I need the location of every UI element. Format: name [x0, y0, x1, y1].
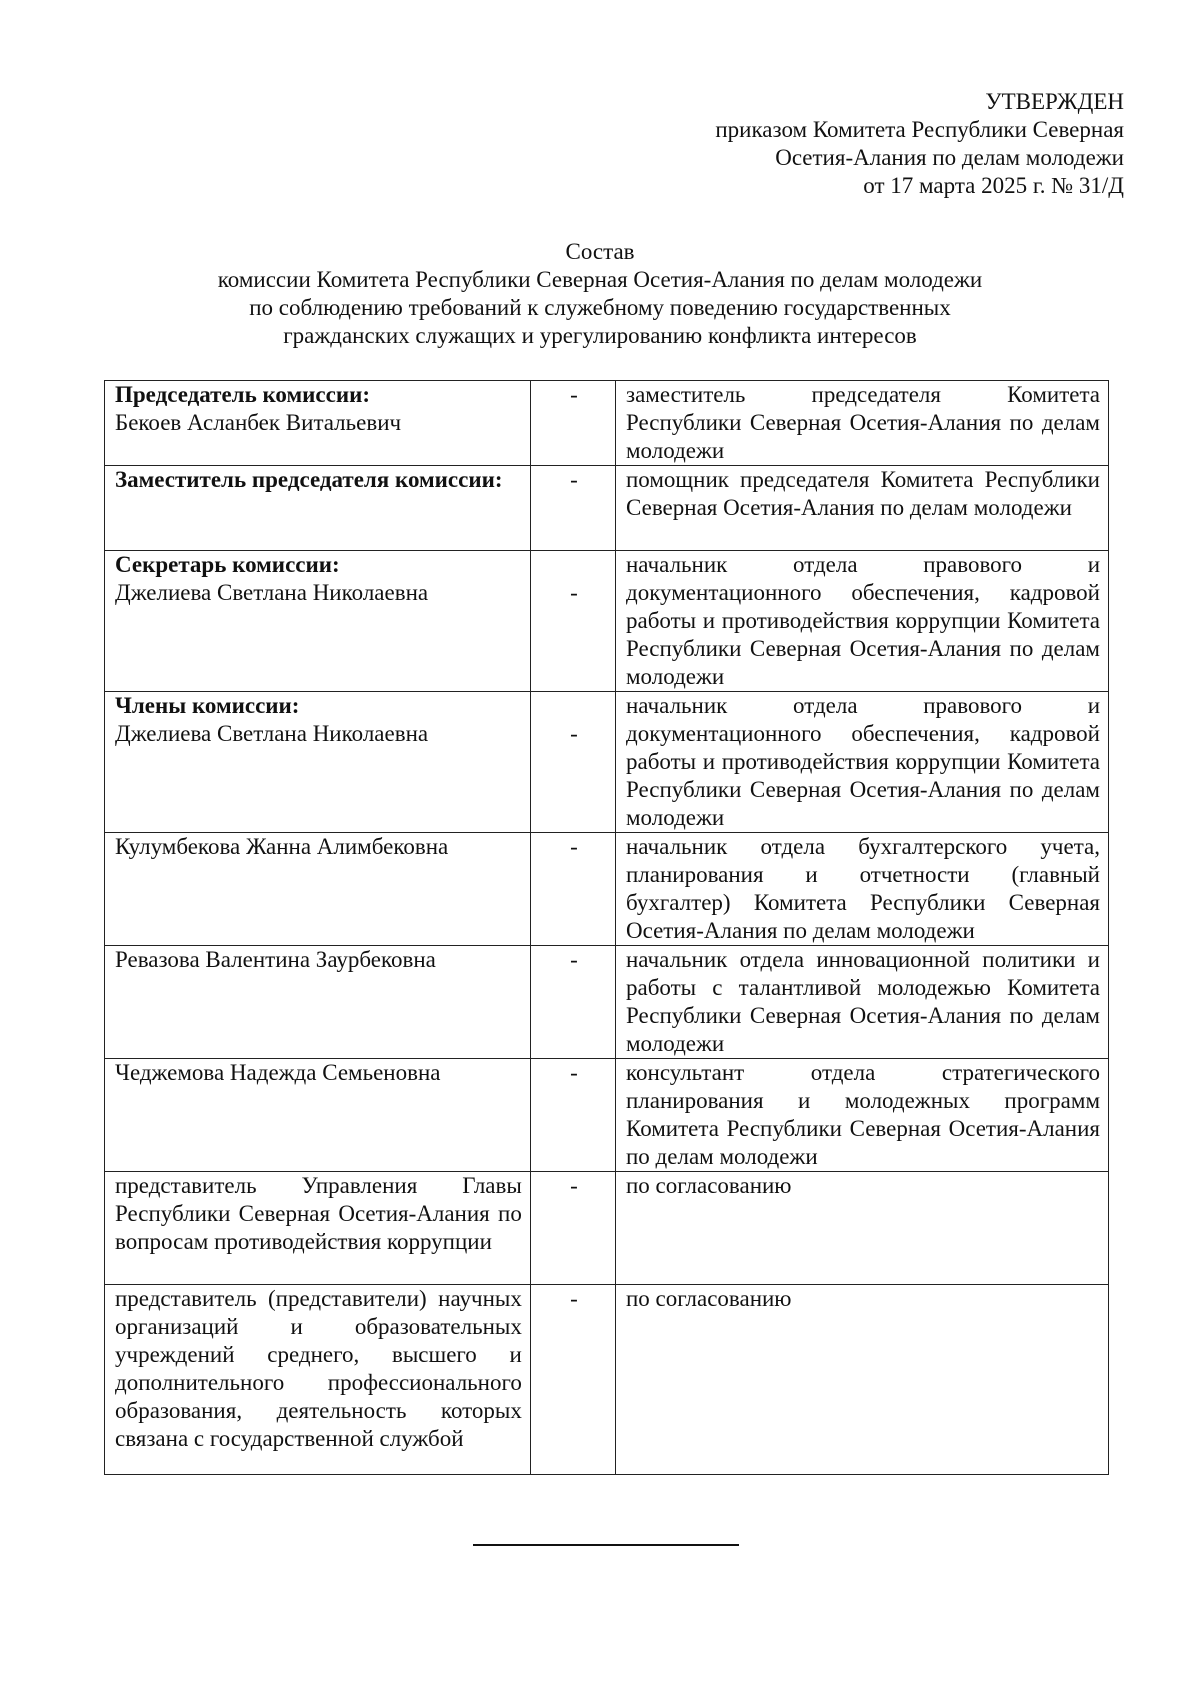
- approval-status: УТВЕРЖДЕН: [985, 89, 1124, 114]
- dash-cell: -: [530, 833, 615, 946]
- approval-order-line-2: Осетия-Алания по делам молодежи: [775, 145, 1124, 170]
- position-cell: по согласованию: [616, 1285, 1109, 1475]
- position-cell: помощник председателя Комитета Республики Северная Осетия-Алания по делам молодежи: [616, 466, 1109, 551]
- member-cell: [105, 833, 531, 946]
- role-label: Председатель комиссии:: [115, 382, 370, 407]
- table-row: [105, 946, 1109, 1059]
- member-name: представитель (представители) научных организаций и образовательных учреждений среднего, высшего и дополнительного профессионального образования, деятельность которых связана с государственной службой: [115, 1286, 522, 1451]
- member-name: Кулумбекова Жанна Алимбековна: [115, 834, 449, 859]
- member-name: Джелиева Светлана Николаевна: [115, 721, 429, 746]
- title-line-1: комиссии Комитета Республики Северная Осетия-Алания по делам молодежи: [217, 267, 983, 292]
- position-cell: заместитель председателя Комитета Республики Северная Осетия-Алания по делам молодежи: [616, 381, 1109, 466]
- member-name: Джелиева Светлана Николаевна: [115, 580, 429, 605]
- dash-cell: -: [530, 551, 615, 692]
- table-row: [105, 466, 1109, 551]
- position-cell: начальник отдела инновационной политики и работы с талантливой молодежью Комитета Республики Северная Осетия-Алания по делам молодежи: [616, 946, 1109, 1059]
- member-cell: [105, 466, 531, 551]
- position-cell: консультант отдела стратегического планирования и молодежных программ Комитета Республики Северная Осетия-Алания по делам молодежи: [616, 1059, 1109, 1172]
- dash-cell: -: [530, 1285, 615, 1475]
- member-cell: [105, 1059, 531, 1172]
- dash-cell: -: [530, 381, 615, 466]
- title-heading: Состав: [565, 239, 635, 264]
- title-line-3: гражданских служащих и урегулированию конфликта интересов: [283, 323, 917, 348]
- dash-cell: -: [530, 466, 615, 551]
- dash-cell: -: [530, 1172, 615, 1285]
- document-title: [0, 238, 1200, 350]
- footer-separator-line: [473, 1544, 739, 1546]
- table-row: [105, 381, 1109, 466]
- table-row: [105, 1059, 1109, 1172]
- role-label: Члены комиссии:: [115, 693, 300, 718]
- approval-order-line-1: приказом Комитета Республики Северная: [715, 117, 1124, 142]
- member-cell: [105, 1285, 531, 1475]
- member-name: Чеджемова Надежда Семьеновна: [115, 1060, 441, 1085]
- member-name: Бекоев Асланбек Витальевич: [115, 410, 402, 435]
- role-label: Заместитель председателя комиссии:: [115, 467, 503, 492]
- position-cell: по согласованию: [616, 1172, 1109, 1285]
- member-cell: [105, 551, 531, 692]
- role-label: Секретарь комиссии:: [115, 552, 340, 577]
- member-cell: [105, 1172, 531, 1285]
- approval-order-date: от 17 марта 2025 г. № 31/Д: [863, 173, 1124, 198]
- position-cell: начальник отдела бухгалтерского учета, планирования и отчетности (главный бухгалтер) Комитета Республики Северная Осетия-Алания по делам молодежи: [616, 833, 1109, 946]
- member-cell: [105, 381, 531, 466]
- member-cell: [105, 946, 531, 1059]
- title-line-2: по соблюдению требований к служебному поведению государственных: [249, 295, 951, 320]
- dash-cell: -: [530, 1059, 615, 1172]
- table-row: [105, 692, 1109, 833]
- table-row: [105, 1172, 1109, 1285]
- member-cell: [105, 692, 531, 833]
- position-cell: начальник отдела правового и документационного обеспечения, кадровой работы и противодействия коррупции Комитета Республики Северная Осетия-Алания по делам молодежи: [616, 692, 1109, 833]
- commission-roster-table: [104, 380, 1109, 1475]
- table-row: [105, 1285, 1109, 1475]
- table-row: [105, 551, 1109, 692]
- dash-cell: -: [530, 946, 615, 1059]
- dash-cell: -: [530, 692, 615, 833]
- member-name: Ревазова Валентина Заурбековна: [115, 947, 436, 972]
- member-name: представитель Управления Главы Республики Северная Осетия-Алания по вопросам противодействия коррупции: [115, 1173, 522, 1254]
- table-row: [105, 833, 1109, 946]
- position-cell: начальник отдела правового и документационного обеспечения, кадровой работы и противодействия коррупции Комитета Республики Северная Осетия-Алания по делам молодежи: [616, 551, 1109, 692]
- approval-stamp: [715, 88, 1124, 200]
